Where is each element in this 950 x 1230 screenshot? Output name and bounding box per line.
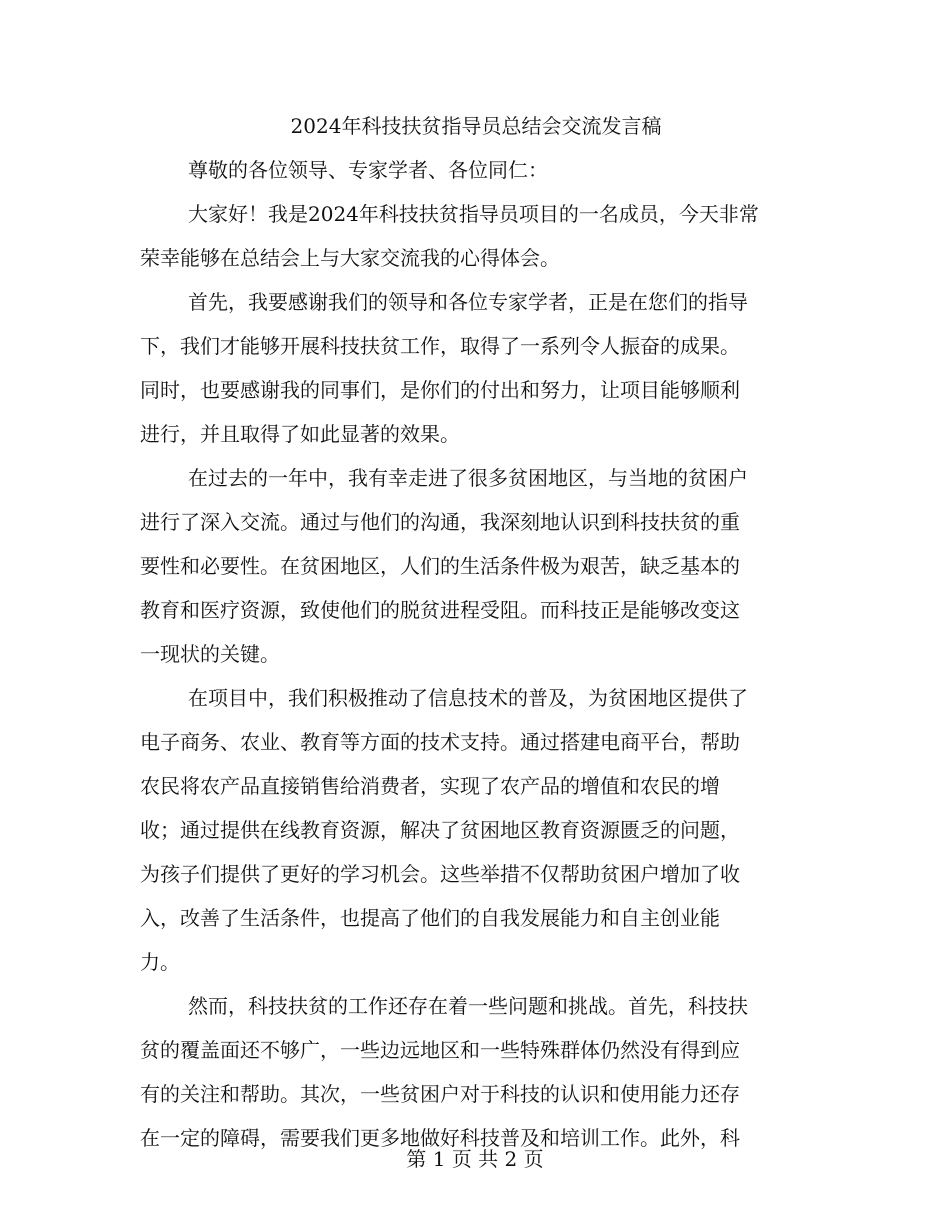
paragraph — [140, 984, 812, 1160]
paragraph-line: 然而，科技扶贫的工作还存在着一些问题和挑战。首先，科技扶 — [188, 994, 748, 1018]
paragraph-line: 要性和必要性。在贫困地区，人们的生活条件极为艰苦，缺乏基本的 — [140, 554, 740, 578]
paragraph-line: 收；通过提供在线教育资源，解决了贫困地区教育资源匮乏的问题， — [140, 818, 740, 842]
paragraph-line: 在项目中，我们积极推动了信息技术的普及，为贫困地区提供了 — [188, 686, 748, 710]
paragraph — [140, 456, 812, 676]
paragraph — [140, 676, 812, 984]
paragraph — [140, 280, 812, 456]
paragraph-line: 入，改善了生活条件，也提高了他们的自我发展能力和自主创业能 — [140, 906, 720, 930]
paragraph-line: 进行，并且取得了如此显著的效果。 — [140, 422, 460, 446]
paragraph-line: 同时，也要感谢我的同事们，是你们的付出和努力，让项目能够顺利 — [140, 378, 740, 402]
paragraph-line: 下，我们才能够开展科技扶贫工作，取得了一系列令人振奋的成果。 — [140, 334, 740, 358]
paragraph-line: 进行了深入交流。通过与他们的沟通，我深刻地认识到科技扶贫的重 — [140, 510, 740, 534]
paragraph-line: 在过去的一年中，我有幸走进了很多贫困地区，与当地的贫困户 — [188, 466, 748, 490]
document-title: 2024年科技扶贫指导员总结会交流发言稿 — [290, 114, 662, 138]
paragraph-line: 荣幸能够在总结会上与大家交流我的心得体会。 — [140, 246, 560, 270]
paragraph-line: 一现状的关键。 — [140, 642, 280, 666]
paragraph-line: 贫的覆盖面还不够广，一些边远地区和一些特殊群体仍然没有得到应 — [140, 1038, 740, 1062]
paragraph-line: 为孩子们提供了更好的学习机会。这些举措不仅帮助贫困户增加了收 — [140, 862, 740, 886]
paragraph-line: 在一定的障碍，需要我们更多地做好科技普及和培训工作。此外，科 — [140, 1126, 740, 1150]
paragraph-line: 大家好！我是2024年科技扶贫指导员项目的一名成员，今天非常 — [188, 202, 759, 226]
paragraph — [140, 192, 812, 280]
paragraph-line: 有的关注和帮助。其次，一些贫困户对于科技的认识和使用能力还存 — [140, 1082, 740, 1106]
paragraph-line: 电子商务、农业、教育等方面的技术支持。通过搭建电商平台，帮助 — [140, 730, 740, 754]
document-body — [140, 104, 812, 1160]
paragraph-line: 首先，我要感谢我们的领导和各位专家学者，正是在您们的指导 — [188, 290, 748, 314]
paragraph-line: 农民将农产品直接销售给消费者，实现了农产品的增值和农民的增 — [140, 774, 720, 798]
paragraph-line: 力。 — [140, 950, 180, 974]
paragraph-line: 教育和医疗资源，致使他们的脱贫进程受阻。而科技正是能够改变这 — [140, 598, 740, 622]
page-number-footer: 第 1 页 共 2 页 — [406, 1147, 544, 1171]
salutation: 尊敬的各位领导、专家学者、各位同仁： — [188, 158, 548, 182]
